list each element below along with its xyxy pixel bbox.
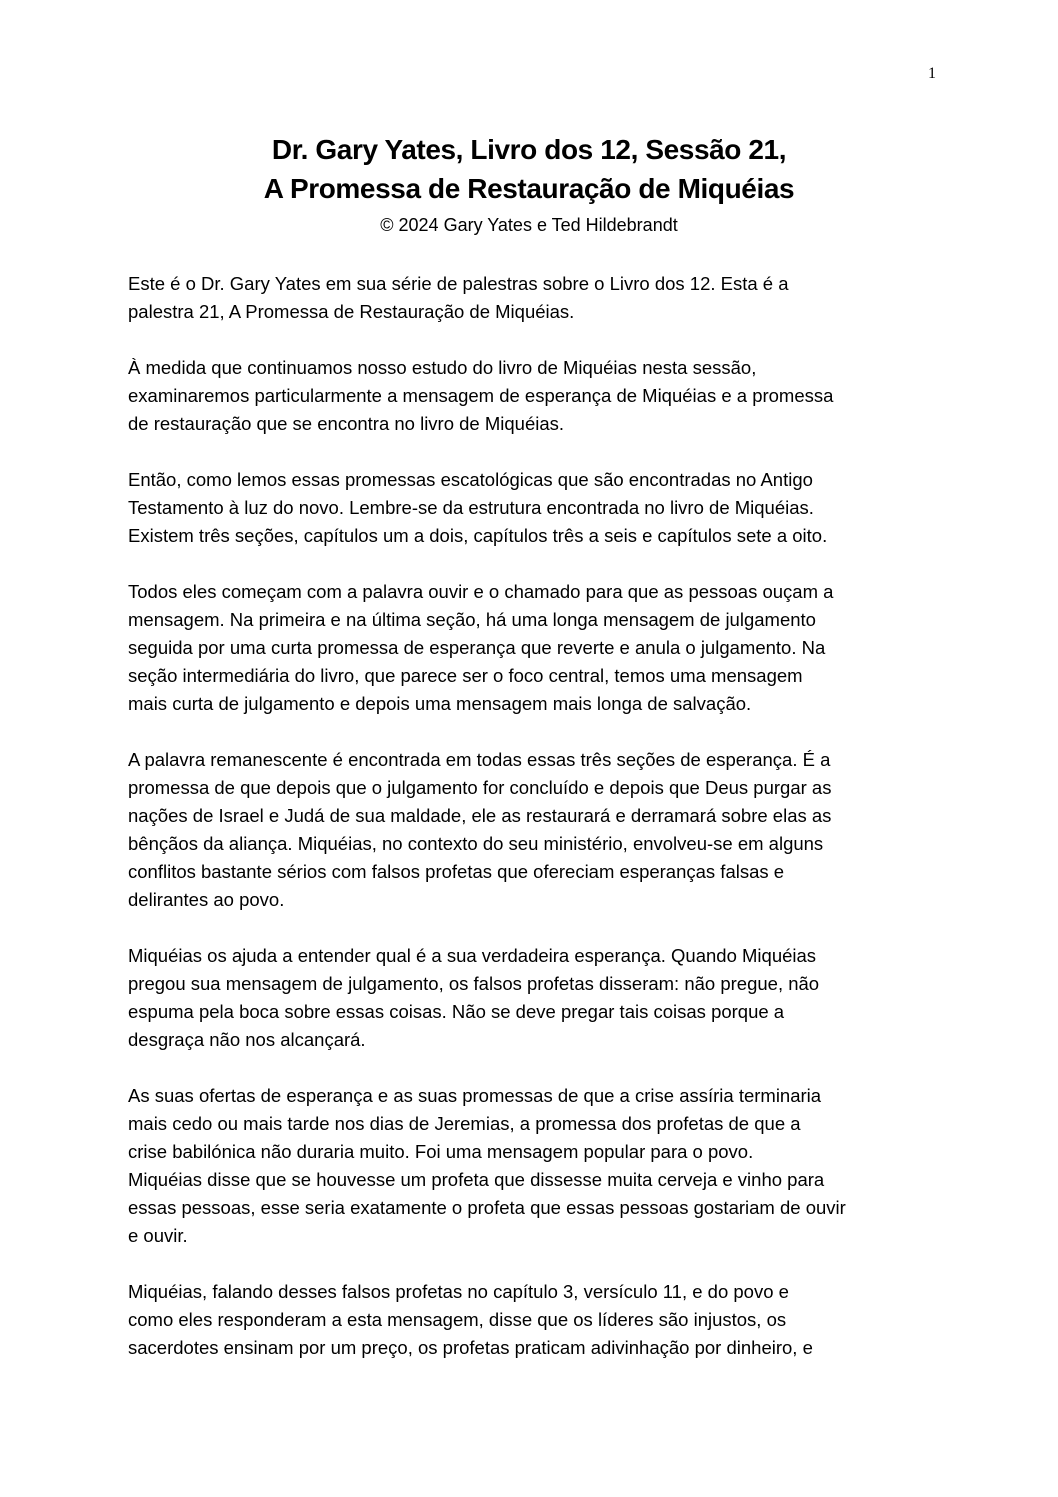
text-line: Testamento à luz do novo. Lembre-se da estrutura encontrada no livro de Miquéias. [128,497,814,518]
text-line: conflitos bastante sérios com falsos profetas que ofereciam esperanças falsas e [128,861,785,882]
text-line: sacerdotes ensinam por um preço, os profetas praticam adivinhação por dinheiro, e [128,1337,813,1358]
text-line: Este é o Dr. Gary Yates em sua série de palestras sobre o Livro dos 12. Esta é a [128,273,789,294]
paragraph [128,466,938,550]
document-body [128,270,938,1390]
copyright-notice: © 2024 Gary Yates e Ted Hildebrandt [380,215,678,235]
text-line: A palavra remanescente é encontrada em todas essas três seções de esperança. É a [128,749,831,770]
text-line: examinaremos particularmente a mensagem de esperança de Miquéias e a promessa [128,385,834,406]
paragraph [128,354,938,438]
text-line: desgraça não nos alcançará. [128,1029,366,1050]
text-line: Existem três seções, capítulos um a dois, capítulos três a seis e capítulos sete a oito. [128,525,828,546]
document-header [0,130,1058,238]
text-line: de restauração que se encontra no livro de Miquéias. [128,413,565,434]
text-line: Miquéias, falando desses falsos profetas no capítulo 3, versículo 11, e do povo e [128,1281,789,1302]
page-number: 1 [928,65,936,82]
paragraph [128,270,938,326]
text-line: mais cedo ou mais tarde nos dias de Jeremias, a promessa dos profetas de que a [128,1113,801,1134]
document-title-line-2: A Promessa de Restauração de Miquéias [263,173,795,204]
text-line: mais curta de julgamento e depois uma mensagem mais longa de salvação. [128,693,752,714]
text-line: bênçãos da aliança. Miquéias, no contexto do seu ministério, envolveu-se em alguns [128,833,824,854]
text-line: À medida que continuamos nosso estudo do livro de Miquéias nesta sessão, [128,357,757,378]
text-line: promessa de que depois que o julgamento for concluído e depois que Deus purgar as [128,777,832,798]
document-title-line-1: Dr. Gary Yates, Livro dos 12, Sessão 21, [271,134,787,165]
paragraph [128,942,938,1054]
paragraph [128,746,938,914]
text-line: nações de Israel e Judá de sua maldade, ele as restaurará e derramará sobre elas as [128,805,832,826]
text-line: Então, como lemos essas promessas escatológicas que são encontradas no Antigo [128,469,813,490]
text-line: e ouvir. [128,1225,188,1246]
text-line: As suas ofertas de esperança e as suas promessas de que a crise assíria terminaria [128,1085,822,1106]
text-line: Todos eles começam com a palavra ouvir e o chamado para que as pessoas ouçam a [128,581,834,602]
paragraph [128,1278,938,1362]
text-line: mensagem. Na primeira e na última seção, há uma longa mensagem de julgamento [128,609,816,630]
text-line: Miquéias disse que se houvesse um profeta que dissesse muita cerveja e vinho para [128,1169,825,1190]
text-line: pregou sua mensagem de julgamento, os falsos profetas disseram: não pregue, não [128,973,820,994]
text-line: Miquéias os ajuda a entender qual é a sua verdadeira esperança. Quando Miquéias [128,945,817,966]
text-line: essas pessoas, esse seria exatamente o profeta que essas pessoas gostariam de ouvir [128,1197,846,1218]
text-line: delirantes ao povo. [128,889,285,910]
paragraph [128,1082,938,1250]
text-line: palestra 21, A Promessa de Restauração de Miquéias. [128,301,575,322]
paragraph [128,578,938,718]
text-line: espuma pela boca sobre essas coisas. Não se deve pregar tais coisas porque a [128,1001,785,1022]
text-line: como eles responderam a esta mensagem, disse que os líderes são injustos, os [128,1309,787,1330]
text-line: seção intermediária do livro, que parece ser o foco central, temos uma mensagem [128,665,803,686]
text-line: seguida por uma curta promessa de esperança que reverte e anula o julgamento. Na [128,637,826,658]
text-line: crise babilónica não duraria muito. Foi uma mensagem popular para o povo. [128,1141,754,1162]
